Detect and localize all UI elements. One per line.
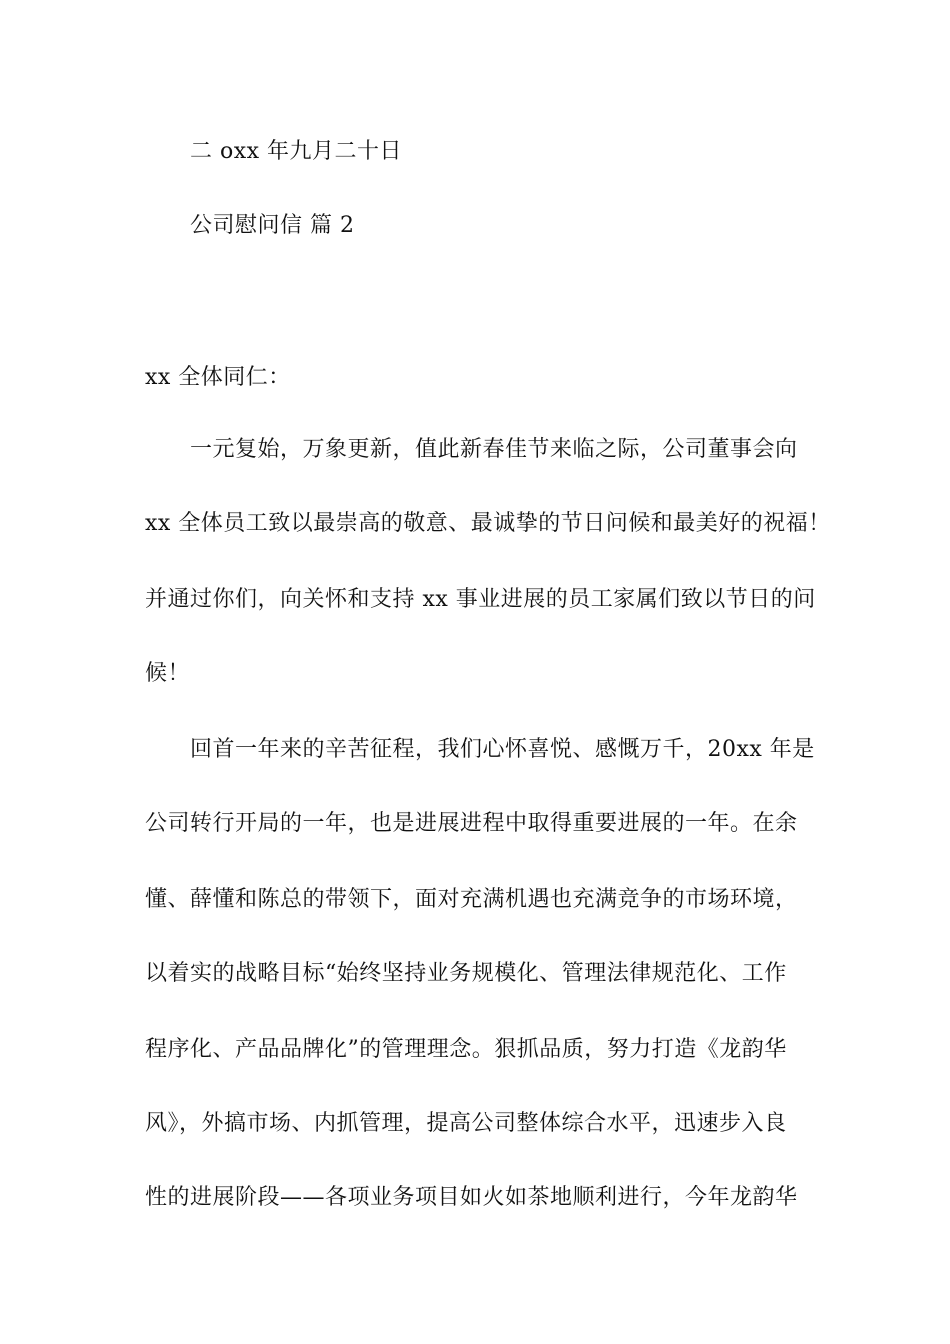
letter-heading: 公司慰问信 篇 2	[190, 213, 355, 238]
paragraph-line: 回首一年来的辛苦征程，我们心怀喜悦、感慨万千，20xx 年是	[190, 737, 815, 762]
paragraph-line: xx 全体员工致以最崇高的敬意、最诚挚的节日问候和最美好的祝福！	[145, 511, 831, 536]
paragraph-line: 公司转行开局的一年，也是进展进程中取得重要进展的一年。在余	[145, 811, 798, 836]
paragraph-line: 懂、薛懂和陈总的带领下，面对充满机遇也充满竞争的市场环境，	[145, 887, 798, 912]
paragraph-line: 风》，外搞市场、内抓管理，提高公司整体综合水平，迅速步入良	[145, 1111, 787, 1136]
paragraph-line: 性的进展阶段——各项业务项目如火如茶地顺利进行，今年龙韵华	[145, 1185, 798, 1210]
paragraph-line: 以着实的战略目标“始终坚持业务规模化、管理法律规范化、工作	[145, 961, 787, 986]
salutation: xx 全体同仁：	[145, 365, 291, 390]
date-line: 二 oxx 年九月二十日	[190, 139, 403, 164]
paragraph-line: 候！	[145, 661, 191, 686]
paragraph-line: 并通过你们，向关怀和支持 xx 事业进展的员工家属们致以节日的问	[145, 587, 816, 612]
paragraph-line: 程序化、产品品牌化”的管理理念。狠抓品质，努力打造《龙韵华	[145, 1037, 787, 1062]
paragraph-line: 一元复始，万象更新，值此新春佳节来临之际，公司董事会向	[190, 437, 798, 462]
